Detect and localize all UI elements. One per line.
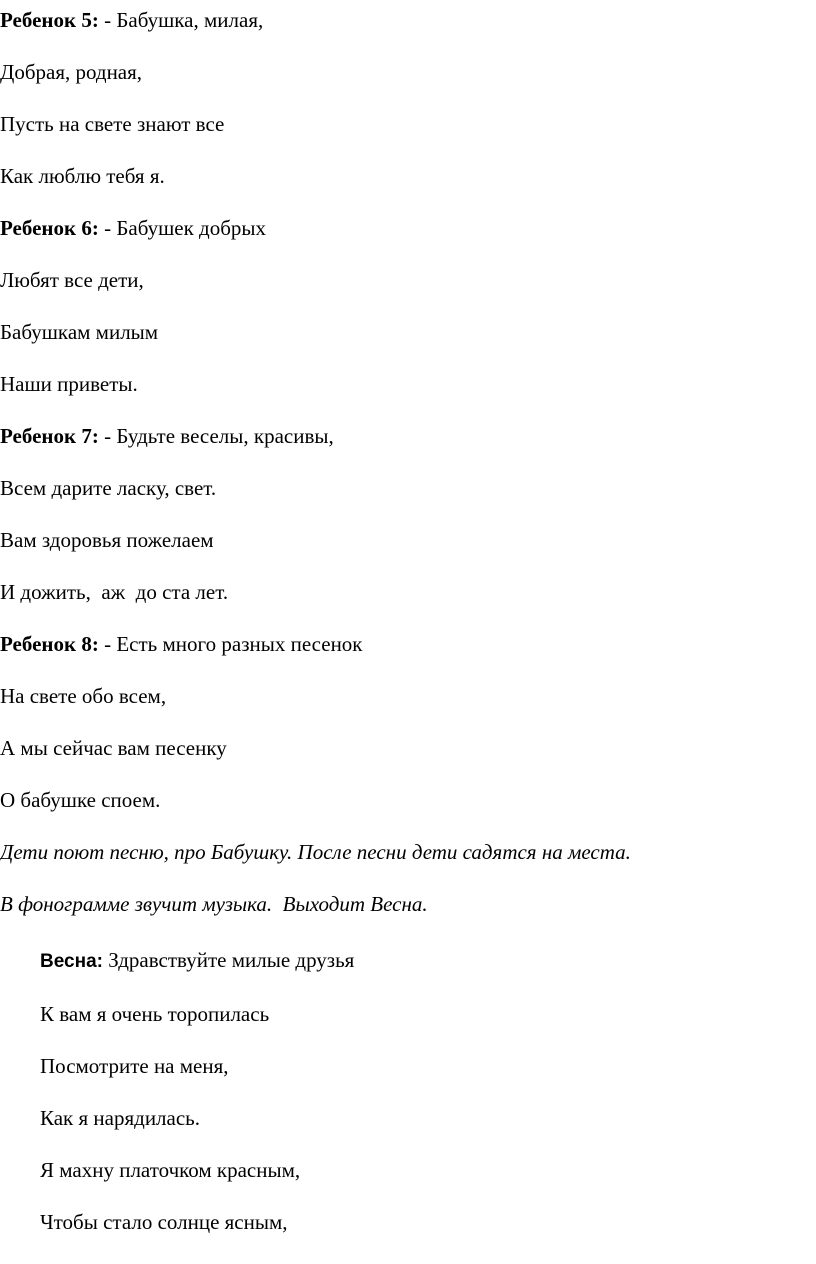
verse-line: К вам я очень торопилась	[40, 1002, 270, 1026]
verse-line: Добрая, родная,	[0, 60, 143, 84]
speaker-label: Ребенок 5:	[0, 8, 99, 32]
speaker-label: Весна:	[40, 951, 103, 972]
verse-line: Посмотрите на меня,	[40, 1054, 229, 1078]
verse-line: Как люблю тебя я.	[0, 164, 165, 188]
verse-line: Наши приветы.	[0, 372, 138, 396]
speaker-label: Ребенок 8:	[0, 632, 99, 656]
vesna-line-1	[40, 945, 354, 975]
verse-line: Как я нарядилась.	[40, 1106, 201, 1130]
verse-line: Пусть на свете знают все	[0, 112, 225, 136]
verse-text: - Есть много разных песенок	[98, 632, 363, 656]
verse-text: Здравствуйте милые друзья	[102, 948, 355, 972]
verse-text: - Бабушек добрых	[98, 216, 267, 240]
verse-line: О бабушке споем.	[0, 788, 161, 812]
verse-text: - Будьте веселы, красивы,	[98, 424, 334, 448]
stage-direction: В фонограмме звучит музыка. Выходит Весна.	[0, 892, 428, 916]
stanza-7-line-1	[0, 421, 334, 451]
speaker-label: Ребенок 7:	[0, 424, 99, 448]
verse-line: Любят все дети,	[0, 268, 144, 292]
stanza-5-line-1	[0, 5, 263, 35]
verse-line: На свете обо всем,	[0, 684, 167, 708]
verse-line: И дожить, аж до ста лет.	[0, 580, 229, 604]
verse-line: А мы сейчас вам песенку	[0, 736, 227, 760]
stanza-8-line-1	[0, 629, 363, 659]
verse-line: Бабушкам милым	[0, 320, 159, 344]
stage-direction: Дети поют песню, про Бабушку. После песни дети садятся на места.	[0, 840, 631, 864]
verse-line: Чтобы стало солнце ясным,	[40, 1210, 288, 1234]
verse-line: Всем дарите ласку, свет.	[0, 476, 217, 500]
verse-line: Я махну платочком красным,	[40, 1158, 301, 1182]
stanza-6-line-1	[0, 213, 266, 243]
verse-text: - Бабушка, милая,	[98, 8, 264, 32]
speaker-label: Ребенок 6:	[0, 216, 99, 240]
verse-line: Вам здоровья пожелаем	[0, 528, 214, 552]
